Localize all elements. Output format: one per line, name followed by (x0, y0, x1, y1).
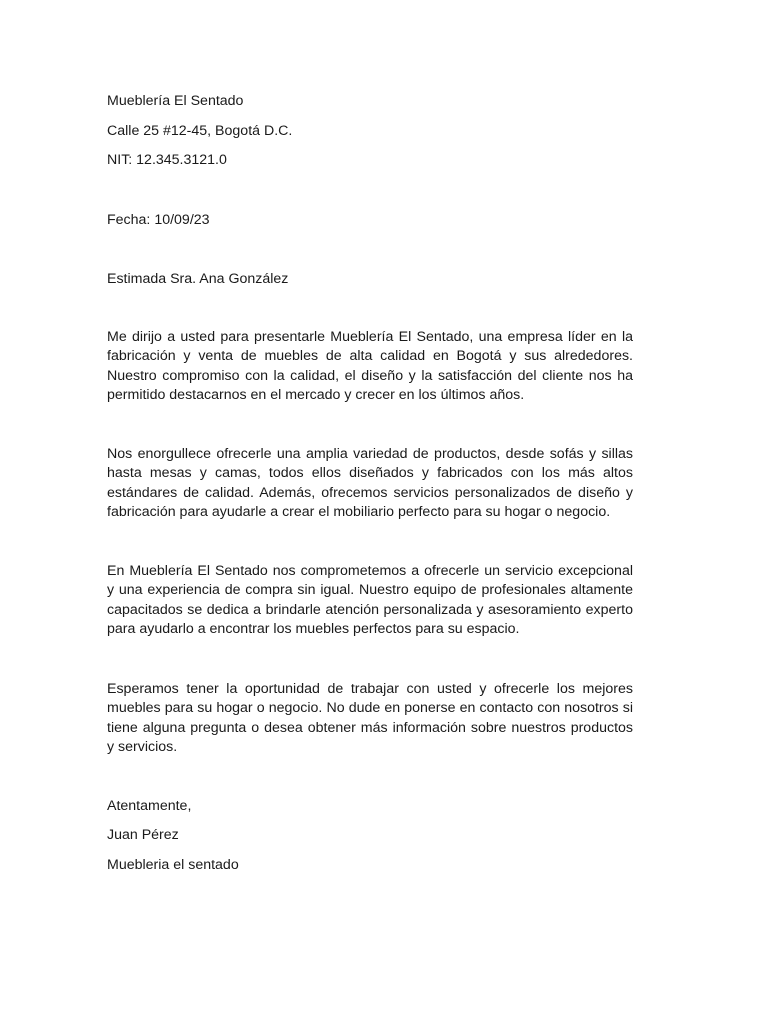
body-paragraph-1: Me dirijo a usted para presentarle Mueblería El Sentado, una empresa líder en la fabricación y venta de muebles de alta calidad en Bogotá y sus alrededores. Nuestro compromiso con la calidad, el diseño y la satisfacción del cliente nos ha permitido destacarnos en el mercado y crecer en los últimos años. (107, 329, 633, 403)
sender-company: Mueblería El Sentado (107, 93, 244, 109)
sender-nit: NIT: 12.345.3121.0 (107, 152, 227, 168)
salutation: Estimada Sra. Ana González (107, 271, 289, 287)
sender-address: Calle 25 #12-45, Bogotá D.C. (107, 123, 293, 139)
signer-name: Juan Pérez (107, 827, 179, 843)
body-paragraph-2: Nos enorgullece ofrecerle una amplia variedad de productos, desde sofás y sillas hasta mesas y camas, todos ellos diseñados y fabricados con los más altos estándares de calidad. Además, ofrecemos servicios personalizados de diseño y fabricación para ayudarle a crear el mobiliario perfecto para su hogar o negocio. (107, 446, 633, 520)
letter-date: Fecha: 10/09/23 (107, 212, 210, 228)
valediction: Atentamente, (107, 798, 192, 814)
signer-company: Muebleria el sentado (107, 857, 239, 873)
body-paragraph-4: Esperamos tener la oportunidad de trabajar con usted y ofrecerle los mejores muebles para su hogar o negocio. No dude en ponerse en contacto con nosotros si tiene alguna pregunta o desea obtener más información sobre nuestros productos y servicios. (107, 681, 633, 755)
body-paragraph-3: En Mueblería El Sentado nos comprometemos a ofrecerle un servicio excepcional y una experiencia de compra sin igual. Nuestro equipo de profesionales altamente capacitados se dedica a brindarle atención personalizada y asesoramiento experto para ayudarlo a encontrar los muebles perfectos para su espacio. (107, 563, 633, 637)
